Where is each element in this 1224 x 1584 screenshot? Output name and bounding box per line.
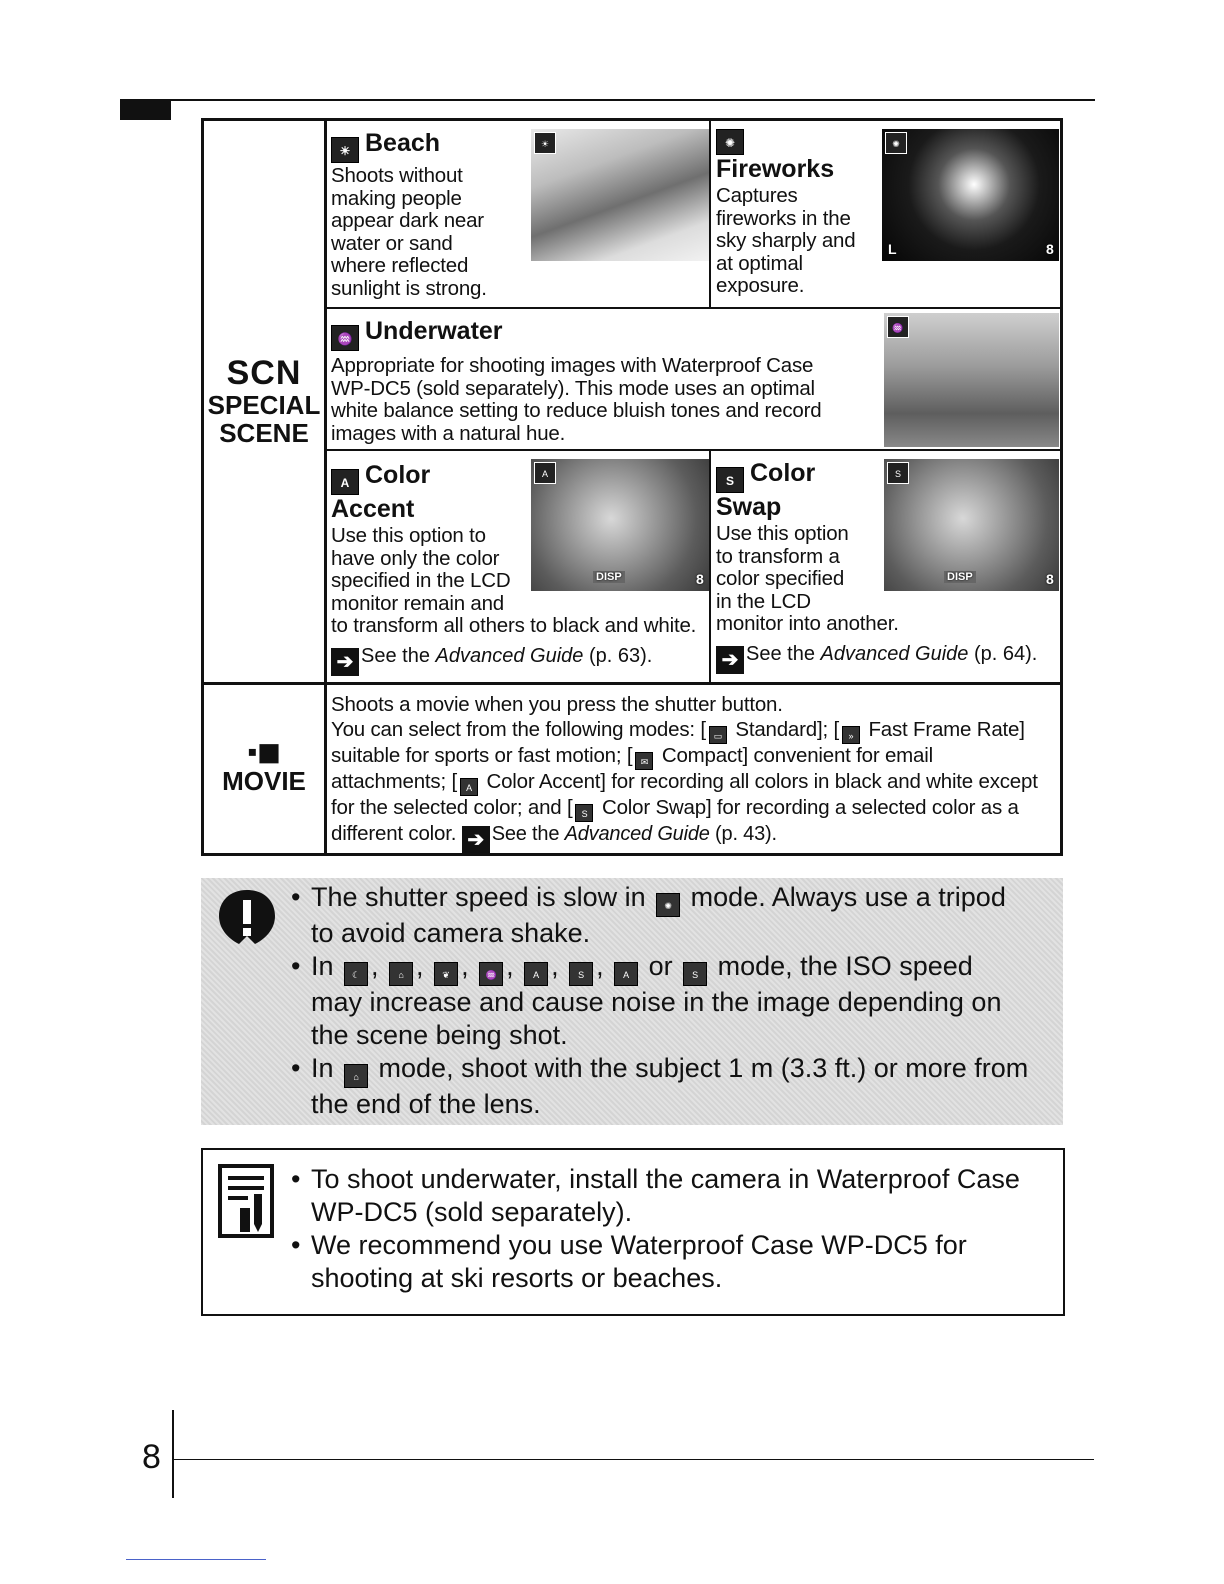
beach-desc-line: water or sand	[331, 231, 453, 255]
shots-remaining-indicator: 8	[1046, 571, 1054, 587]
scene-label: SCENE	[219, 418, 309, 448]
footer-divider	[172, 1410, 174, 1498]
indoor-icon: ⌂	[389, 962, 413, 986]
underwater-desc-line: images with a natural hue.	[331, 421, 566, 445]
underwater-cell	[331, 317, 891, 445]
fireworks-icon: ✺	[656, 893, 680, 917]
memo-bullet: • We recommend you use Waterproof Case WP-DC5 for	[291, 1230, 967, 1260]
underwater-desc-line: WP-DC5 (sold separately). This mode uses an optimal	[331, 376, 815, 400]
beach-icon: ☀	[534, 132, 556, 154]
top-rule	[120, 99, 1095, 101]
movie-text: suitable for sports or fast motion; [	[331, 743, 633, 767]
movie-color-accent-icon: A	[614, 962, 638, 986]
caution-text: mode, the ISO speed	[710, 951, 973, 981]
caution-line	[289, 917, 1059, 950]
indoor-icon: ⌂	[344, 1064, 368, 1088]
row-divider	[327, 307, 1060, 309]
caution-list	[289, 881, 1059, 1121]
movie-text: You can select from the following modes: [	[331, 717, 706, 741]
movie-text: Standard]; [	[729, 717, 839, 741]
caution-line	[289, 1019, 1059, 1052]
caution-icon	[217, 888, 277, 948]
caution-bullet: • The shutter speed is slow in ✺ mode. Always use a tripod	[289, 881, 1059, 917]
row-divider	[204, 682, 1060, 685]
ref-prefix: See the	[361, 644, 436, 667]
color-swap-sample-photo	[884, 459, 1059, 591]
movie-text: for the selected color; and [	[331, 795, 573, 819]
color-swap-icon: S	[569, 962, 593, 986]
movie-standard-icon: ▭	[709, 726, 727, 744]
beach-desc-line: sunlight is strong.	[331, 276, 487, 300]
movie-text: Color Swap] for recording a selected color as a	[596, 795, 1019, 819]
shooting-modes-table	[201, 118, 1063, 856]
page-number: 8	[142, 1438, 161, 1476]
shots-remaining-indicator: 8	[1046, 241, 1054, 257]
foliage-icon: ❦	[434, 962, 458, 986]
ref-page: (p. 63).	[583, 644, 653, 667]
fireworks-desc-line: at optimal	[716, 251, 803, 275]
color-swap-icon: S	[716, 467, 744, 493]
beach-desc-line: where reflected	[331, 254, 469, 277]
fireworks-cell	[716, 129, 886, 298]
ref-prefix: See the	[491, 822, 565, 845]
memo-line	[289, 1196, 1059, 1229]
caution-bullet: • In ⌂ mode, shoot with the subject 1 m (3.3 ft.) or more from	[289, 1052, 1059, 1088]
memo-text: WP-DC5 (sold separately).	[311, 1197, 633, 1227]
caution-text: The shutter speed is slow in	[311, 882, 654, 912]
reference-arrow-icon: ➔	[462, 826, 490, 854]
disp-indicator: DISP	[944, 571, 976, 583]
ref-page: (p. 64).	[968, 642, 1038, 665]
color-accent-sample-photo	[531, 459, 709, 591]
memo-text: To shoot underwater, install the camera in Waterproof Case	[311, 1164, 1020, 1194]
caution-text: mode, shoot with the subject 1 m (3.3 ft.) or more from	[371, 1053, 1029, 1083]
beach-title: Beach	[365, 129, 441, 157]
underwater-icon: ♒	[331, 325, 359, 351]
color-swap-desc-line: in the LCD	[716, 589, 811, 613]
caution-text: the end of the lens.	[311, 1089, 541, 1119]
color-accent-icon: A	[534, 462, 556, 484]
movie-text: Compact] convenient for email	[656, 743, 933, 767]
color-swap-icon: S	[887, 462, 909, 484]
advanced-guide-reference	[716, 642, 1056, 674]
underwater-icon: ♒	[887, 316, 909, 338]
column-divider	[709, 121, 711, 307]
fireworks-sample-photo	[882, 129, 1059, 261]
color-accent-icon: A	[331, 469, 359, 495]
movie-line: Shoots a movie when you press the shutter button.	[331, 693, 783, 716]
column-divider	[709, 451, 711, 682]
ref-guide-title: Advanced Guide	[435, 644, 584, 667]
fireworks-title: Fireworks	[716, 155, 835, 183]
caution-line	[289, 1088, 1059, 1121]
movie-color-accent-icon: A	[460, 778, 478, 796]
color-swap-title-2: Swap	[716, 493, 782, 521]
underwater-icon: ♒	[479, 962, 503, 986]
caution-text: the scene being shot.	[311, 1020, 568, 1050]
shots-remaining-indicator: 8	[696, 571, 704, 587]
footer-rule	[174, 1459, 1094, 1460]
color-accent-desc-line: have only the color	[331, 546, 500, 570]
movie-line	[331, 770, 1061, 796]
memo-line	[289, 1262, 1059, 1295]
movie-color-swap-icon: S	[575, 804, 593, 822]
movie-text: Color Accent] for recording all colors in black and white except	[480, 769, 1038, 793]
color-swap-desc-line: monitor into another.	[716, 612, 899, 635]
fireworks-icon: ✺	[716, 129, 744, 155]
caution-text: may increase and cause noise in the image depending on	[311, 987, 1002, 1017]
caution-bullet: • In ☾ , ⌂ , ❦ , ♒ , A , S , A or S mode, the ISO speed	[289, 950, 1059, 986]
reference-arrow-icon: ➔	[331, 648, 359, 676]
memo-text: shooting at ski resorts or beaches.	[311, 1263, 723, 1293]
caution-line	[289, 986, 1059, 1019]
color-swap-desc-line: to transform a	[716, 544, 840, 568]
movie-line	[331, 718, 1061, 744]
caution-text: to avoid camera shake.	[311, 918, 591, 948]
beach-desc-line: Shoots without	[331, 164, 463, 187]
image-size-indicator: L	[888, 241, 897, 257]
ref-prefix: See the	[746, 642, 821, 665]
beach-desc-line: appear dark near	[331, 209, 484, 232]
caution-text: In	[311, 951, 342, 981]
color-swap-desc-line: Use this option	[716, 522, 849, 545]
color-accent-desc-line: to transform all others to black and white.	[331, 614, 697, 637]
ref-page: (p. 43).	[709, 822, 777, 845]
underwater-desc-line: white balance setting to reduce bluish tones and record	[331, 399, 822, 422]
advanced-guide-reference	[331, 644, 706, 676]
night-snapshot-icon: ☾	[344, 962, 368, 986]
underwater-title: Underwater	[365, 317, 503, 345]
disp-indicator: DISP	[593, 571, 625, 583]
caution-text: In	[311, 1053, 342, 1083]
row-divider	[327, 449, 1060, 451]
color-accent-icon: A	[524, 962, 548, 986]
memo-pencil-icon	[218, 1164, 276, 1240]
color-accent-title-1: Color	[365, 461, 431, 489]
beach-cell	[331, 129, 531, 300]
movie-line	[331, 744, 1061, 770]
scan-edge-line	[126, 1559, 266, 1560]
movie-text: different color.	[331, 821, 462, 845]
memo-list	[289, 1163, 1059, 1295]
fireworks-desc-line: exposure.	[716, 274, 805, 297]
color-accent-desc-line: monitor remain and	[331, 591, 505, 615]
movie-text: attachments; [	[331, 769, 457, 793]
movie-text: Fast Frame Rate]	[862, 717, 1025, 741]
beach-icon: ☀	[331, 137, 359, 163]
fireworks-icon: ✺	[885, 132, 907, 154]
reference-arrow-icon: ➔	[716, 646, 744, 674]
ref-guide-title: Advanced Guide	[820, 642, 969, 665]
section-tab-marker	[120, 101, 171, 120]
memo-bullet: • To shoot underwater, install the camera in Waterproof Case	[291, 1164, 1020, 1194]
movie-compact-icon: ✉	[635, 752, 653, 770]
fireworks-desc-line: Captures	[716, 184, 798, 207]
movie-camera-icon: ▪◼	[247, 736, 281, 767]
underwater-sample-photo	[884, 313, 1059, 447]
special-label: SPECIAL	[207, 390, 321, 420]
caution-text: or	[641, 951, 681, 981]
scn-label: SCN	[226, 354, 302, 392]
movie-line	[331, 796, 1061, 822]
movie-line	[331, 822, 1061, 854]
color-swap-desc-line: color specified	[716, 567, 845, 590]
beach-sample-photo	[531, 129, 709, 261]
scn-label-group	[204, 355, 324, 447]
movie-color-swap-icon: S	[683, 962, 707, 986]
movie-label: MOVIE	[222, 766, 306, 796]
movie-fast-frame-icon: »	[842, 726, 860, 744]
color-accent-desc-line: specified in the LCD	[331, 569, 511, 592]
movie-label-group	[204, 737, 324, 795]
beach-desc-line: making people	[331, 186, 462, 210]
color-accent-title-2: Accent	[331, 495, 415, 523]
movie-description	[331, 693, 1061, 854]
memo-text: We recommend you use Waterproof Case WP-DC5 for	[311, 1230, 967, 1260]
caution-text: mode. Always use a tripod	[683, 882, 1006, 912]
fireworks-desc-line: fireworks in the	[716, 206, 851, 230]
color-swap-title-1: Color	[750, 459, 816, 487]
ref-guide-title: Advanced Guide	[564, 822, 710, 845]
underwater-desc-line: Appropriate for shooting images with Waterproof Case	[331, 354, 814, 377]
fireworks-desc-line: sky sharply and	[716, 229, 856, 252]
column-divider	[324, 121, 327, 853]
color-accent-desc-line: Use this option to	[331, 524, 486, 547]
